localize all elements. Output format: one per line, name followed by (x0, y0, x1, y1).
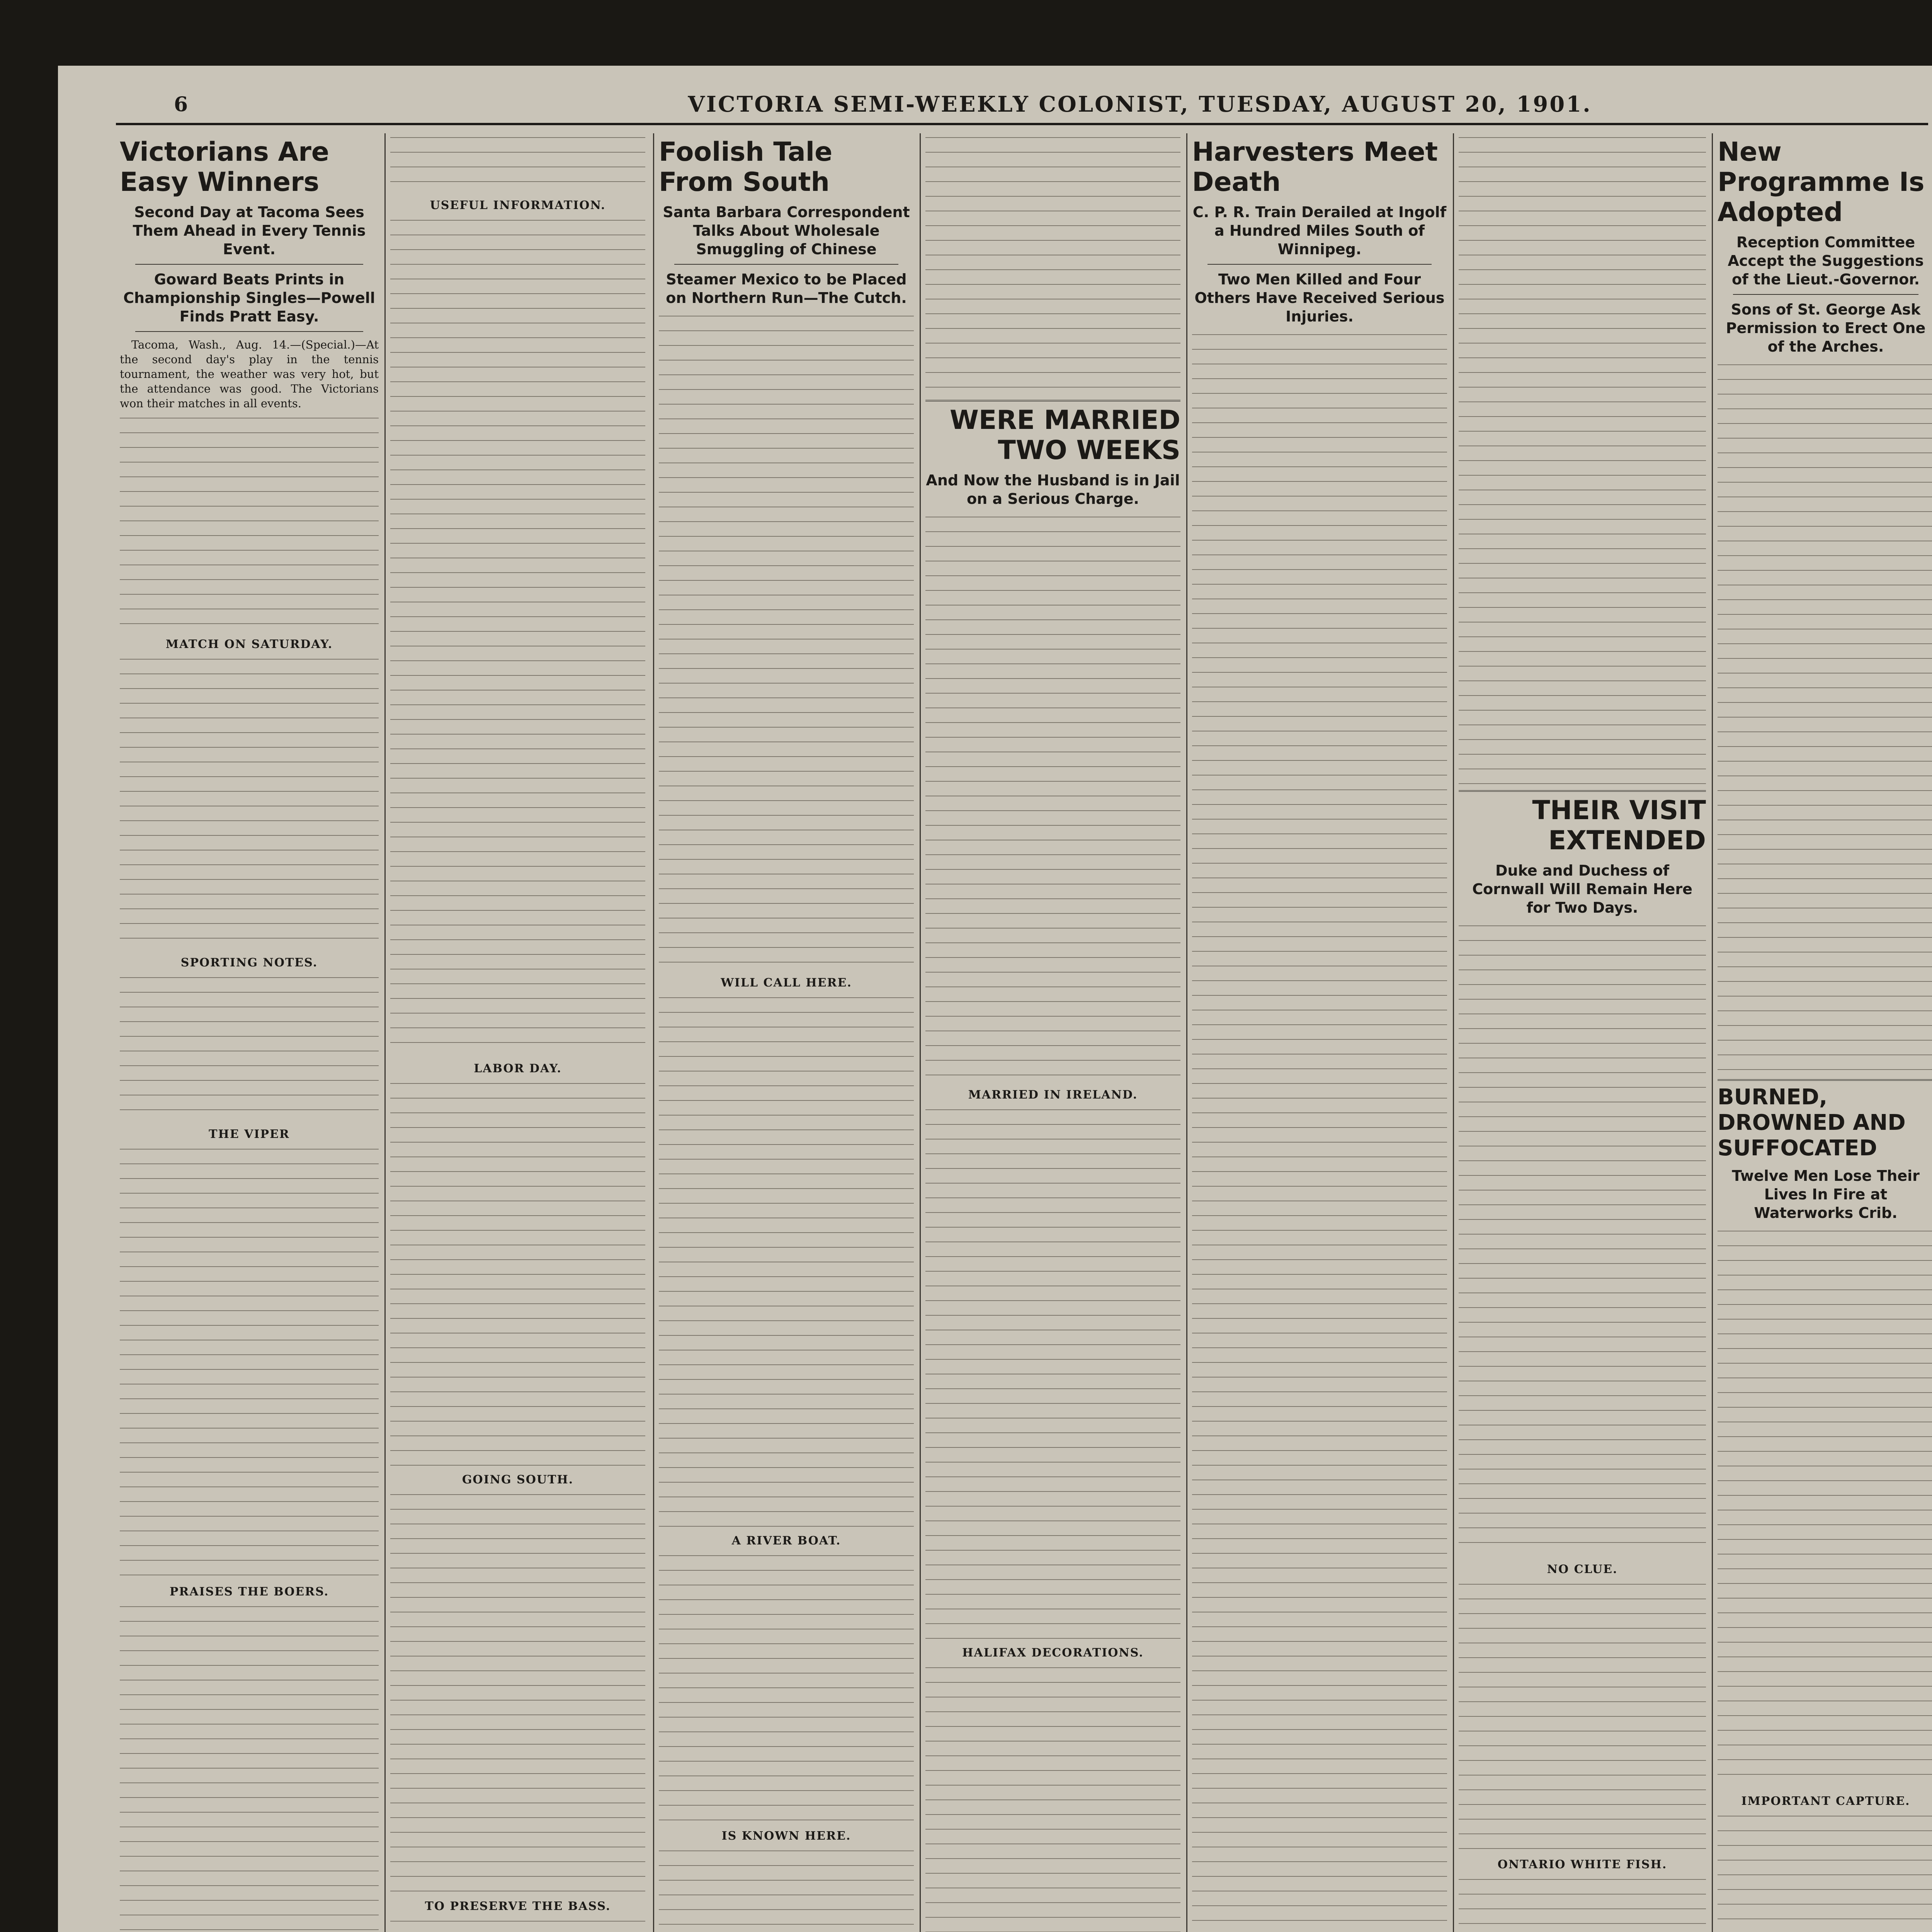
deck: Two Men Killed and Four Others Have Received Serious Injuries. (1194, 271, 1445, 325)
column-3 (659, 133, 914, 1932)
deck: Twelve Men Lose Their Lives In Fire at Waterworks Crib. (1732, 1167, 1920, 1221)
section-heading: A RIVER BOAT. (731, 1534, 841, 1548)
article-text: Tacoma, Wash., Aug. 14.—(Special.)—At the second day's play in the tennis tournament, the weather was very hot, but the attendance was good. The Victorians won their matches in all events. (120, 338, 379, 410)
headline: WERE MARRIED TWO WEEKS (925, 400, 1180, 466)
deck: Duke and Duchess of Cornwall Will Remain Here for Two Days. (1472, 862, 1692, 916)
page-number: 6 (174, 92, 188, 116)
headline: Foolish Tale From South (659, 137, 833, 197)
column-2 (390, 133, 645, 1932)
headline: Harvesters Meet Death (1192, 137, 1438, 197)
section-heading: SPORTING NOTES. (180, 956, 318, 969)
deck: Santa Barbara Correspondent Talks About Wholesale Smuggling of Chinese (663, 204, 910, 258)
section-heading: USEFUL INFORMATION. (430, 199, 606, 212)
section-heading: IMPORTANT CAPTURE. (1741, 1794, 1910, 1808)
section-heading: WILL CALL HERE. (721, 976, 852, 990)
deck: Sons of St. George Ask Permission to Erect One of the Arches. (1726, 301, 1926, 355)
section-heading: HALIFAX DECORATIONS. (962, 1646, 1144, 1660)
section-heading: TO PRESERVE THE BASS. (425, 1900, 611, 1913)
section-heading: ONTARIO WHITE FISH. (1497, 1858, 1667, 1871)
section-heading: MARRIED IN IRELAND. (968, 1088, 1138, 1102)
section-heading: PRAISES THE BOERS. (169, 1585, 329, 1599)
headline: New Programme Is Adopted (1718, 137, 1925, 228)
section-heading: THE VIPER (209, 1128, 290, 1141)
deck: Goward Beats Prints in Championship Singles—Powell Finds Pratt Easy. (123, 271, 375, 325)
column-5 (1192, 133, 1447, 1932)
newspaper-title: VICTORIA SEMI-WEEKLY COLONIST, TUESDAY, AUGUST 20, 1901. (688, 92, 1592, 117)
section-heading: GOING SOUTH. (462, 1473, 574, 1486)
deck: And Now the Husband is in Jail on a Serious Charge. (926, 472, 1180, 507)
deck: Second Day at Tacoma Sees Them Ahead in Every Tennis Event. (133, 204, 366, 258)
headline: BURNED, DROWNED AND SUFFOCATED (1718, 1079, 1932, 1161)
column-4 (925, 133, 1180, 1932)
deck: Steamer Mexico to be Placed on Northern Run—The Cutch. (666, 271, 907, 306)
deck: Reception Committee Accept the Suggestions of the Lieut.-Governor. (1728, 234, 1924, 288)
deck: C. P. R. Train Derailed at Ingolf a Hundred Miles South of Winnipeg. (1192, 204, 1447, 258)
headline: Victorians Are Easy Winners (120, 137, 329, 197)
masthead (58, 89, 1932, 120)
section-heading: LABOR DAY. (474, 1062, 562, 1075)
column-6 (1459, 133, 1706, 1932)
column-1 (120, 133, 379, 1932)
headline: THEIR VISIT EXTENDED (1459, 790, 1706, 856)
section-heading: NO CLUE. (1547, 1563, 1618, 1576)
section-heading: MATCH ON SATURDAY. (165, 638, 333, 651)
column-7 (1718, 133, 1932, 1932)
masthead-rule (116, 123, 1928, 125)
section-heading: IS KNOWN HERE. (721, 1829, 851, 1843)
